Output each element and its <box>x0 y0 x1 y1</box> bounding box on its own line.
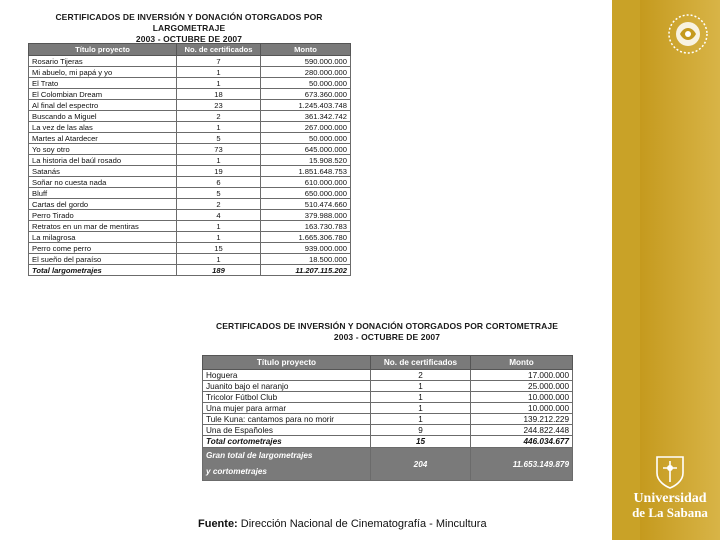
table-row <box>29 199 351 210</box>
row-count: 5 <box>177 133 261 144</box>
table-row <box>29 56 351 67</box>
row-amount: 17.000.000 <box>471 370 573 381</box>
row-amount: 590.000.000 <box>261 56 351 67</box>
row-title: Rosario Tijeras <box>29 56 177 67</box>
row-amount: 510.474.660 <box>261 199 351 210</box>
row-amount: 25.000.000 <box>471 381 573 392</box>
grand-total-label-line1: Gran total de largometrajes <box>206 451 313 460</box>
university-shield-icon <box>655 455 685 489</box>
row-title: Al final del espectro <box>29 100 177 111</box>
row-count: 1 <box>177 232 261 243</box>
table-row <box>29 89 351 100</box>
row-count: 1 <box>177 155 261 166</box>
total-label: Total cortometrajes <box>203 436 371 448</box>
grand-total-row <box>203 448 573 481</box>
row-count: 73 <box>177 144 261 155</box>
row-title: La vez de las alas <box>29 122 177 133</box>
row-amount: 645.000.000 <box>261 144 351 155</box>
row-count: 1 <box>371 381 471 392</box>
row-count: 1 <box>371 414 471 425</box>
table-row <box>29 155 351 166</box>
row-amount: 15.908.520 <box>261 155 351 166</box>
row-count: 2 <box>371 370 471 381</box>
row-count: 23 <box>177 100 261 111</box>
table-row <box>29 210 351 221</box>
row-title: Cartas del gordo <box>29 199 177 210</box>
row-amount: 280.000.000 <box>261 67 351 78</box>
logo-text-line1: Universidad <box>633 491 707 506</box>
row-title: Yo soy otro <box>29 144 177 155</box>
row-amount: 1.851.648.753 <box>261 166 351 177</box>
short-films-header-row <box>203 356 573 370</box>
table-row <box>203 425 573 436</box>
row-title: Perro come perro <box>29 243 177 254</box>
row-title: El Trato <box>29 78 177 89</box>
table-row <box>203 392 573 403</box>
row-count: 5 <box>177 188 261 199</box>
row-title: Satanás <box>29 166 177 177</box>
grand-total-label-line2: y cortometrajes <box>206 467 267 476</box>
col-header-count: No. de certificados <box>177 44 261 56</box>
grand-total-amount: 11.653.149.879 <box>471 448 573 481</box>
row-amount: 10.000.000 <box>471 392 573 403</box>
row-title: Bluff <box>29 188 177 199</box>
row-amount: 1.245.403.748 <box>261 100 351 111</box>
short-films-table <box>202 355 573 481</box>
short-films-total-row <box>203 436 573 448</box>
row-count: 1 <box>177 67 261 78</box>
row-amount: 379.988.000 <box>261 210 351 221</box>
row-count: 15 <box>177 243 261 254</box>
row-count: 6 <box>177 177 261 188</box>
row-title: Una mujer para armar <box>203 403 371 414</box>
grand-total-label <box>203 448 371 481</box>
long-films-title-text: CERTIFICADOS DE INVERSIÓN Y DONACIÓN OTORGADOS POR LARGOMETRAJE <box>55 12 323 33</box>
table-row <box>29 232 351 243</box>
row-amount: 361.342.742 <box>261 111 351 122</box>
table-row <box>29 243 351 254</box>
row-title: Mi abuelo, mi papá y yo <box>29 67 177 78</box>
table-row <box>29 67 351 78</box>
row-title: Juanito bajo el naranjo <box>203 381 371 392</box>
row-amount: 244.822.448 <box>471 425 573 436</box>
row-amount: 50.000.000 <box>261 78 351 89</box>
row-amount: 673.360.000 <box>261 89 351 100</box>
row-amount: 939.000.000 <box>261 243 351 254</box>
total-count: 189 <box>177 265 261 276</box>
row-title: Soñar no cuesta nada <box>29 177 177 188</box>
table-row <box>29 122 351 133</box>
col-header-title: Título proyecto <box>203 356 371 370</box>
university-seal-icon <box>666 12 710 56</box>
source-label: Fuente: <box>198 518 238 530</box>
table-row <box>29 177 351 188</box>
long-films-subtitle: 2003 - OCTUBRE DE 2007 <box>135 34 243 44</box>
col-header-amount: Monto <box>471 356 573 370</box>
row-count: 2 <box>177 199 261 210</box>
long-films-header-row <box>29 44 351 56</box>
table-row <box>203 403 573 414</box>
row-count: 1 <box>177 254 261 265</box>
row-title: Hoguera <box>203 370 371 381</box>
row-amount: 610.000.000 <box>261 177 351 188</box>
row-count: 7 <box>177 56 261 67</box>
table-row <box>203 414 573 425</box>
row-amount: 10.000.000 <box>471 403 573 414</box>
row-title: Retratos en un mar de mentiras <box>29 221 177 232</box>
grand-total-count: 204 <box>371 448 471 481</box>
row-title: Martes al Atardecer <box>29 133 177 144</box>
row-count: 1 <box>177 78 261 89</box>
row-title: El sueño del paraíso <box>29 254 177 265</box>
row-amount: 650.000.000 <box>261 188 351 199</box>
total-count: 15 <box>371 436 471 448</box>
source-note <box>198 518 487 530</box>
row-count: 1 <box>371 392 471 403</box>
col-header-title: Título proyecto <box>29 44 177 56</box>
table-row <box>29 188 351 199</box>
row-amount: 163.730.783 <box>261 221 351 232</box>
row-title: El Colombian Dream <box>29 89 177 100</box>
row-title: Tule Kuna: cantamos para no morir <box>203 414 371 425</box>
long-films-table <box>28 43 351 276</box>
row-title: Buscando a Miguel <box>29 111 177 122</box>
row-title: Tricolor Fútbol Club <box>203 392 371 403</box>
table-row <box>29 144 351 155</box>
row-amount: 50.000.000 <box>261 133 351 144</box>
total-amount: 446.034.677 <box>471 436 573 448</box>
long-films-total-row <box>29 265 351 276</box>
row-count: 2 <box>177 111 261 122</box>
row-amount: 139.212.229 <box>471 414 573 425</box>
source-text: Dirección Nacional de Cinematografía - Mincultura <box>240 518 487 530</box>
table-row <box>29 166 351 177</box>
table-row <box>203 370 573 381</box>
row-count: 18 <box>177 89 261 100</box>
table-row <box>29 254 351 265</box>
long-films-title <box>28 12 350 45</box>
row-title: La historia del baúl rosado <box>29 155 177 166</box>
total-label: Total largometrajes <box>29 265 177 276</box>
table-row <box>29 111 351 122</box>
table-row <box>29 133 351 144</box>
row-title: La milagrosa <box>29 232 177 243</box>
row-count: 1 <box>177 122 261 133</box>
short-films-title <box>202 321 572 343</box>
row-amount: 18.500.000 <box>261 254 351 265</box>
row-amount: 1.665.306.780 <box>261 232 351 243</box>
university-logo <box>622 455 718 525</box>
table-row <box>29 78 351 89</box>
row-amount: 267.000.000 <box>261 122 351 133</box>
row-title: Perro Tirado <box>29 210 177 221</box>
row-count: 9 <box>371 425 471 436</box>
row-count: 1 <box>177 221 261 232</box>
col-header-amount: Monto <box>261 44 351 56</box>
short-films-title-text: CERTIFICADOS DE INVERSIÓN Y DONACIÓN OTORGADOS POR CORTOMETRAJE <box>216 321 558 331</box>
total-amount: 11.207.115.202 <box>261 265 351 276</box>
row-count: 19 <box>177 166 261 177</box>
short-films-subtitle: 2003 - OCTUBRE DE 2007 <box>333 332 441 342</box>
col-header-count: No. de certificados <box>371 356 471 370</box>
row-count: 4 <box>177 210 261 221</box>
table-row <box>29 100 351 111</box>
logo-text-line2: de La Sabana <box>632 505 708 520</box>
table-row <box>29 221 351 232</box>
table-row <box>203 381 573 392</box>
row-title: Una de Españoles <box>203 425 371 436</box>
row-count: 1 <box>371 403 471 414</box>
